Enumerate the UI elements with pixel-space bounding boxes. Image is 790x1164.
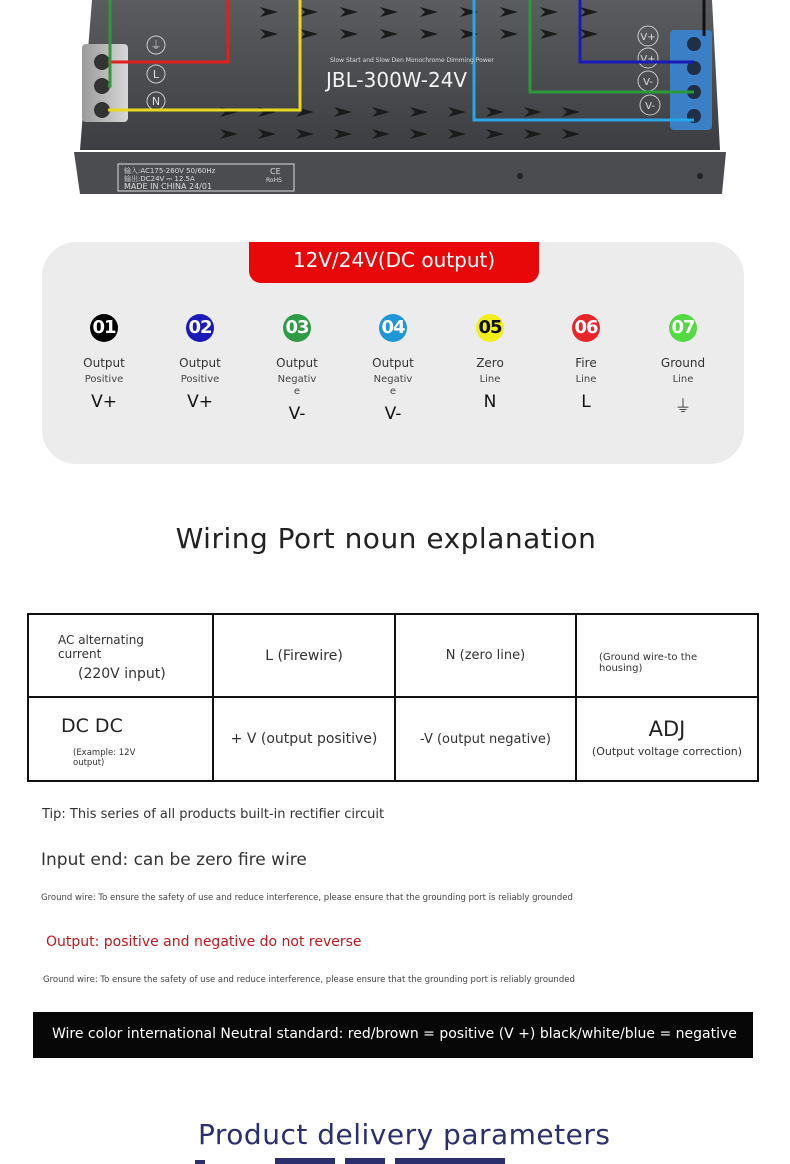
ac-n-label: N (zero line)	[445, 648, 526, 663]
port-item	[69, 314, 139, 412]
table-cell	[213, 614, 395, 697]
table-cell	[576, 697, 758, 781]
port-number-badge: 04	[379, 314, 407, 342]
psu-spec-made: MADE IN CHINA 24/01	[124, 182, 213, 191]
port-item	[551, 314, 621, 412]
delivery-heading-strip	[195, 1158, 515, 1164]
dc-label: DC DC	[61, 715, 123, 737]
port-symbol: ⏚	[674, 397, 692, 417]
right-terminal-label: V-	[645, 101, 655, 112]
adj-sub: (Output voltage correction)	[591, 744, 743, 758]
port-symbol: L	[581, 392, 591, 412]
ground-note: Ground wire: To ensure the safety of use and reduce interference, please ensure that the grounding port is reliably grounded	[41, 893, 573, 903]
port-sublabel: Positive	[180, 374, 220, 385]
wiring-table	[27, 613, 759, 782]
port-symbol: V-	[384, 404, 402, 424]
dc-negative-label: -V (output negative)	[420, 731, 551, 747]
ac-sub: (220V input)	[78, 666, 166, 682]
port-label: Output	[372, 356, 414, 370]
left-terminal-label: N	[151, 95, 161, 108]
port-number-badge: 07	[669, 314, 697, 342]
psu-spec-output: 输出:DC24V ⎓ 12.5A	[124, 175, 195, 183]
port-sublabel: Positive	[84, 374, 124, 385]
left-terminal-label: ⏚	[150, 39, 162, 52]
ac-l-label: L (Firewire)	[265, 647, 343, 664]
ground-label: (Ground wire-to the housing)	[599, 651, 698, 674]
table-cell	[395, 614, 576, 697]
right-terminal-label: V+	[640, 32, 656, 43]
wiring-section-title: Wiring Port noun explanation	[175, 522, 597, 555]
table-row	[28, 697, 758, 781]
ground-note: Ground wire: To ensure the safety of use and reduce interference, please ensure that the grounding port is reliably grounded	[43, 975, 575, 985]
port-item	[455, 314, 525, 412]
table-cell	[213, 697, 395, 781]
table-cell	[28, 697, 213, 781]
right-terminal-label: V-	[643, 77, 653, 88]
port-label: Output	[276, 356, 318, 370]
ac-label: current	[58, 647, 102, 661]
port-sublabel: Negative	[277, 374, 317, 397]
right-terminal-label: V+	[640, 54, 656, 65]
port-symbol: V+	[187, 392, 213, 412]
ac-label: AC alternating	[58, 633, 144, 647]
psu-subtitle: Slow Start and Slow Den Monochrome Dimming Power	[330, 57, 494, 64]
port-label: Output	[179, 356, 221, 370]
port-symbol: V+	[91, 392, 117, 412]
port-number-badge: 02	[186, 314, 214, 342]
port-label: Fire	[575, 356, 597, 370]
port-sublabel: Line	[575, 374, 597, 385]
ce-mark: CE	[270, 167, 281, 176]
port-label: Output	[83, 356, 125, 370]
rohs-mark: RoHS	[266, 177, 282, 184]
port-sublabel: Negative	[373, 374, 413, 397]
port-number-badge: 03	[283, 314, 311, 342]
port-item	[165, 314, 235, 412]
adj-label: ADJ	[648, 716, 686, 741]
table-row	[28, 614, 758, 697]
delivery-section-title: Product delivery parameters	[198, 1118, 611, 1151]
table-cell	[28, 614, 213, 697]
left-terminal-label: L	[152, 68, 160, 81]
dc-example: (Example: 12V output)	[73, 748, 136, 768]
output-warning: Output: positive and negative do not reverse	[46, 934, 362, 950]
wire-color-standard-bar: Wire color international Neutral standard: red/brown = positive (V +) black/white/blue = negative (V-)	[33, 1012, 753, 1058]
port-number-badge: 06	[572, 314, 600, 342]
port-item	[648, 314, 718, 417]
table-cell	[576, 614, 758, 697]
port-symbol: N	[483, 392, 497, 412]
port-label: Zero	[476, 356, 504, 370]
port-symbol: V-	[288, 404, 306, 424]
tip-note: Tip: This series of all products built-in rectifier circuit	[42, 807, 385, 822]
port-item	[358, 314, 428, 424]
port-item	[262, 314, 332, 424]
dc-positive-label: + V (output positive)	[230, 731, 378, 747]
table-cell	[395, 697, 576, 781]
psu-spec-input: 输入:AC175-260V 50/60Hz	[124, 167, 216, 175]
port-sublabel: Line	[672, 374, 694, 385]
port-label: Ground	[660, 356, 706, 370]
psu-model: JBL-300W-24V	[326, 68, 468, 92]
power-supply-photo	[0, 0, 790, 200]
port-number-badge: 05	[476, 314, 504, 342]
input-end-note: Input end: can be zero fire wire	[41, 850, 307, 870]
port-panel-header: 12V/24V(DC output)	[249, 242, 539, 283]
port-sublabel: Line	[479, 374, 501, 385]
port-number-badge: 01	[90, 314, 118, 342]
